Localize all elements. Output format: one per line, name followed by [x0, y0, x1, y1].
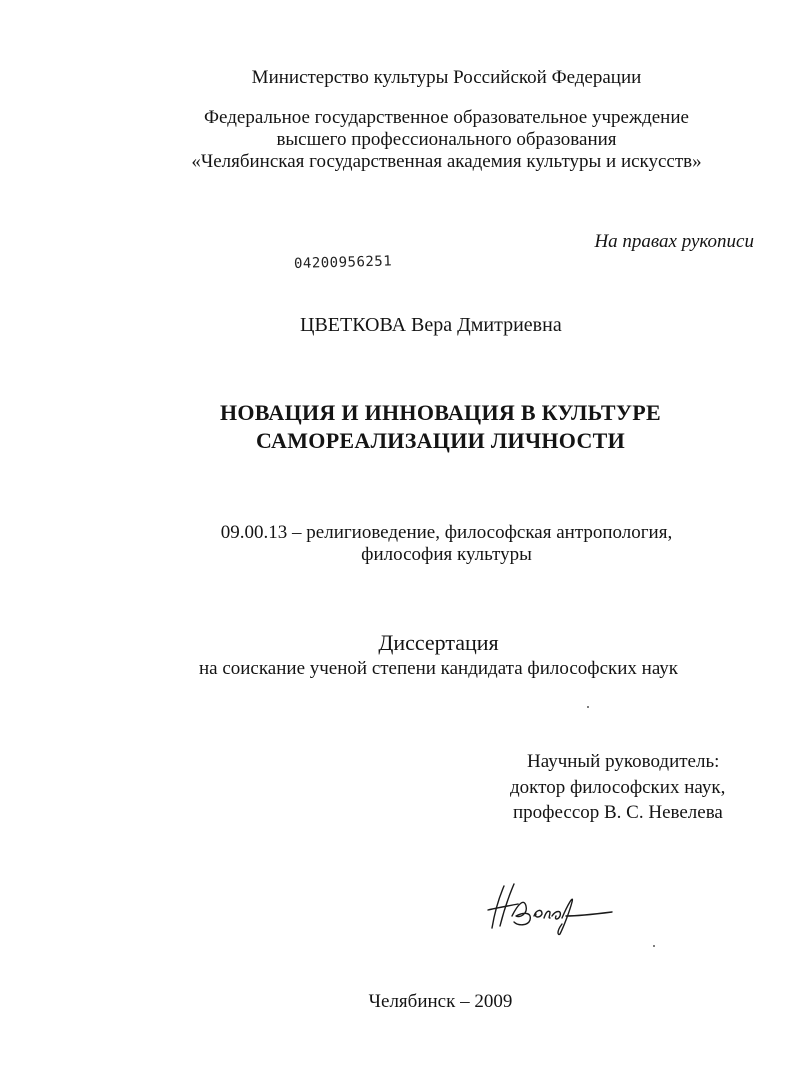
title-line-1: НОВАЦИЯ И ИННОВАЦИЯ В КУЛЬТУРЕ: [219, 400, 661, 425]
ministry-name: Министерство культуры Российской Федерации: [251, 67, 642, 88]
specialty-line-2: философия культуры: [361, 544, 532, 565]
specialty-line-1: 09.00.13 – религиоведение, философская антропология,: [220, 522, 673, 543]
supervisor-line-3: профессор В. С. Невелева: [513, 802, 723, 823]
dissertation-subheading: на соискание ученой степени кандидата философских наук: [198, 658, 679, 679]
manuscript-note: На правах рукописи: [594, 231, 754, 252]
registration-code: 04200956251: [293, 253, 393, 272]
scan-speck: [653, 945, 655, 947]
supervisor-line-1: Научный руководитель:: [527, 751, 720, 772]
supervisor-line-2: доктор философских наук,: [510, 777, 726, 798]
institution-line-3: «Челябинская государственная академия культуры и искусств»: [191, 151, 702, 172]
scan-speck: [587, 706, 589, 708]
institution-line-1: Федеральное государственное образовательное учреждение: [204, 107, 689, 128]
dissertation-heading: Диссертация: [378, 630, 499, 655]
author-name: ЦВЕТКОВА Вера Дмитриевна: [300, 314, 562, 336]
signature-image: [478, 876, 618, 938]
title-line-2: САМОРЕАЛИЗАЦИИ ЛИЧНОСТИ: [255, 428, 626, 453]
institution-line-2: высшего профессионального образования: [276, 129, 617, 150]
city-year: Челябинск – 2009: [368, 991, 513, 1012]
